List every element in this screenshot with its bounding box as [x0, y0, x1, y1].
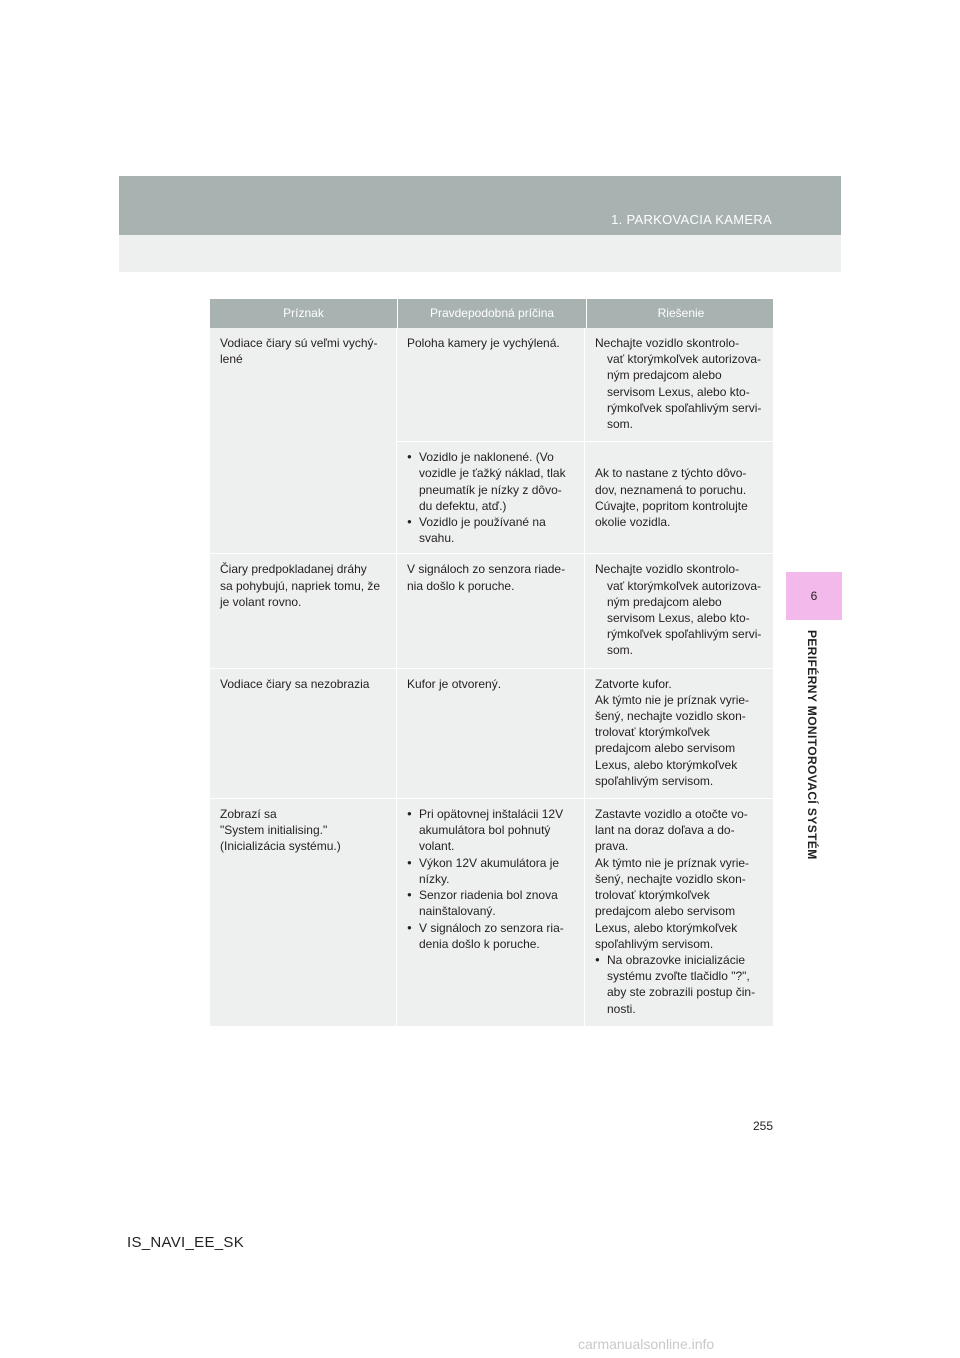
- text-line: spoľahlivým servisom.: [595, 773, 714, 788]
- text-line: du defektu, atď.): [419, 498, 507, 513]
- text-line: vať ktorýmkoľvek autorizova-: [607, 578, 762, 593]
- text-line: Ak týmto nie je príznak vyrie-: [595, 692, 750, 707]
- cause-cell: [397, 328, 585, 441]
- header-subband: [119, 235, 841, 272]
- text-line: V signáloch zo senzora riade-: [407, 562, 566, 577]
- text-line: Lexus, alebo ktorýmkoľvek: [595, 757, 738, 772]
- text-line: Nechajte vozidlo skontrolo-: [595, 336, 740, 350]
- bullet-item: [407, 920, 576, 952]
- text-line: denia došlo k poruche.: [419, 936, 540, 951]
- table-row: [210, 328, 773, 553]
- text-line: lené: [220, 352, 243, 367]
- text-line: predajcom alebo servisom: [595, 904, 736, 919]
- header-cause: Pravdepodobná príčina: [398, 299, 587, 328]
- cause-cell: [397, 554, 585, 667]
- text-line: Vodiace čiary sa nezobrazia: [220, 676, 370, 691]
- cause-cell: [397, 442, 585, 553]
- troubleshooting-table: [210, 299, 773, 1026]
- text-line: svahu.: [419, 531, 455, 546]
- text-line: šený, nechajte vozidlo skon-: [595, 871, 746, 886]
- text-line: ● Vozidlo je používané na: [419, 515, 546, 530]
- text-line: nosti.: [607, 1001, 636, 1016]
- chapter-tab: [786, 572, 842, 620]
- sub-row: [397, 328, 773, 441]
- text-line: systému zvoľte tlačidlo "?",: [607, 969, 750, 984]
- text-line: servisom Lexus, alebo kto-: [607, 384, 750, 399]
- watermark: carmanualsonline.info: [578, 1336, 715, 1352]
- text-line: (Inicializácia systému.): [220, 839, 341, 854]
- bullet-item: [407, 887, 576, 919]
- chapter-label: PERIFÉRNY MONITOROVACÍ SYSTÉM: [805, 630, 819, 860]
- sub-rows: [397, 328, 773, 553]
- text-line: ● Pri opätovnej inštalácii 12V: [419, 807, 564, 822]
- table-body: [210, 328, 773, 1026]
- solution-cell: [585, 669, 773, 798]
- symptom-cell: [210, 669, 397, 798]
- text-line: nízky.: [419, 871, 450, 886]
- text-line: vozidle je ťažký náklad, tlak: [419, 466, 566, 481]
- symptom-cell: [210, 554, 397, 667]
- solution-cell: [585, 554, 773, 667]
- text-line: nia došlo k poruche.: [407, 578, 515, 593]
- text-line: Zobrazí sa: [220, 807, 277, 822]
- bullet-item: [407, 449, 576, 514]
- text-line: ● Výkon 12V akumulátora je: [419, 855, 560, 870]
- text-line: volant.: [419, 839, 455, 854]
- bullet-item: [407, 806, 576, 855]
- text-line: Lexus, alebo ktorýmkoľvek: [595, 920, 738, 935]
- text-line: som.: [607, 643, 634, 658]
- symptom-cell: [210, 799, 397, 1026]
- text-line: nainštalovaný.: [419, 904, 496, 919]
- text-line: spoľahlivým servisom.: [595, 936, 714, 951]
- text-line: šený, nechajte vozidlo skon-: [595, 709, 746, 724]
- bullet-item: [407, 855, 576, 887]
- text-line: servisom Lexus, alebo kto-: [607, 611, 750, 626]
- bullet-item: [595, 952, 765, 1017]
- text-line: Cúvajte, popritom kontrolujte: [595, 498, 748, 513]
- cause-cell: [397, 799, 585, 1026]
- table-row: [210, 798, 773, 1026]
- sub-row: [397, 441, 773, 553]
- text-line: je volant rovno.: [220, 594, 302, 609]
- text-line: Ak to nastane z týchto dôvo-: [595, 466, 747, 481]
- text-line: Zatvorte kufor.: [595, 676, 672, 691]
- text-line: ● Na obrazovke inicializácie: [607, 952, 746, 967]
- text-line: ným predajcom alebo: [607, 368, 722, 383]
- text-line: Kufor je otvorený.: [407, 676, 502, 691]
- text-line: pneumatík je nízky z dôvo-: [419, 482, 562, 497]
- text-line: rýmkoľvek spoľahlivým servi-: [607, 627, 762, 642]
- text-line: dov, neznamená to poruchu.: [595, 482, 747, 497]
- header-solution: Riešenie: [657, 306, 705, 321]
- text-line: predajcom alebo servisom: [595, 741, 736, 756]
- table-row: [210, 668, 773, 798]
- chapter-number: 6: [810, 589, 818, 603]
- text-line: ● V signáloch zo senzora ria-: [419, 920, 564, 935]
- text-line: okolie vozidla.: [595, 515, 671, 530]
- cause-cell: [397, 669, 585, 798]
- text-line: som.: [607, 417, 634, 432]
- solution-cell: [585, 442, 773, 553]
- text-line: vať ktorýmkoľvek autorizova-: [607, 352, 762, 367]
- text-line: akumulátora bol pohnutý: [419, 823, 551, 838]
- solution-cell: [585, 328, 773, 441]
- text-line: lant na doraz doľava a do-: [595, 823, 735, 838]
- text-line: ným predajcom alebo: [607, 594, 722, 609]
- bullet-item: [407, 514, 576, 546]
- text-line: ● Vozidlo je naklonené. (Vo: [419, 450, 554, 465]
- symptom-cell: [210, 328, 397, 553]
- text-line: Čiary predpokladanej dráhy: [220, 562, 367, 577]
- text-line: Poloha kamery je vychýlená.: [407, 336, 560, 350]
- text-line: "System initialising.": [220, 823, 328, 838]
- text-line: prava.: [595, 839, 629, 854]
- text-line: trolovať ktorýmkoľvek: [595, 725, 710, 740]
- text-line: trolovať ktorýmkoľvek: [595, 888, 710, 903]
- table-row: [210, 553, 773, 667]
- text-line: ● Senzor riadenia bol znova: [419, 888, 558, 903]
- header-symptom: Príznak: [210, 299, 398, 328]
- text-line: aby ste zobrazili postup čin-: [607, 985, 756, 1000]
- text-line: Zastavte vozidlo a otočte vo-: [595, 807, 748, 822]
- page-number: 255: [752, 1119, 773, 1133]
- text-line: Vodiace čiary sú veľmi vychý-: [220, 336, 378, 350]
- text-line: Ak týmto nie je príznak vyrie-: [595, 855, 750, 870]
- section-title: 1. PARKOVACIA KAMERA: [611, 212, 772, 227]
- table-header: [210, 299, 773, 328]
- text-line: sa pohybujú, napriek tomu, že: [220, 578, 381, 593]
- solution-cell: [585, 799, 773, 1026]
- text-line: Nechajte vozidlo skontrolo-: [595, 562, 740, 577]
- text-line: rýmkoľvek spoľahlivým servi-: [607, 400, 762, 415]
- document-code: IS_NAVI_EE_SK: [127, 1234, 245, 1251]
